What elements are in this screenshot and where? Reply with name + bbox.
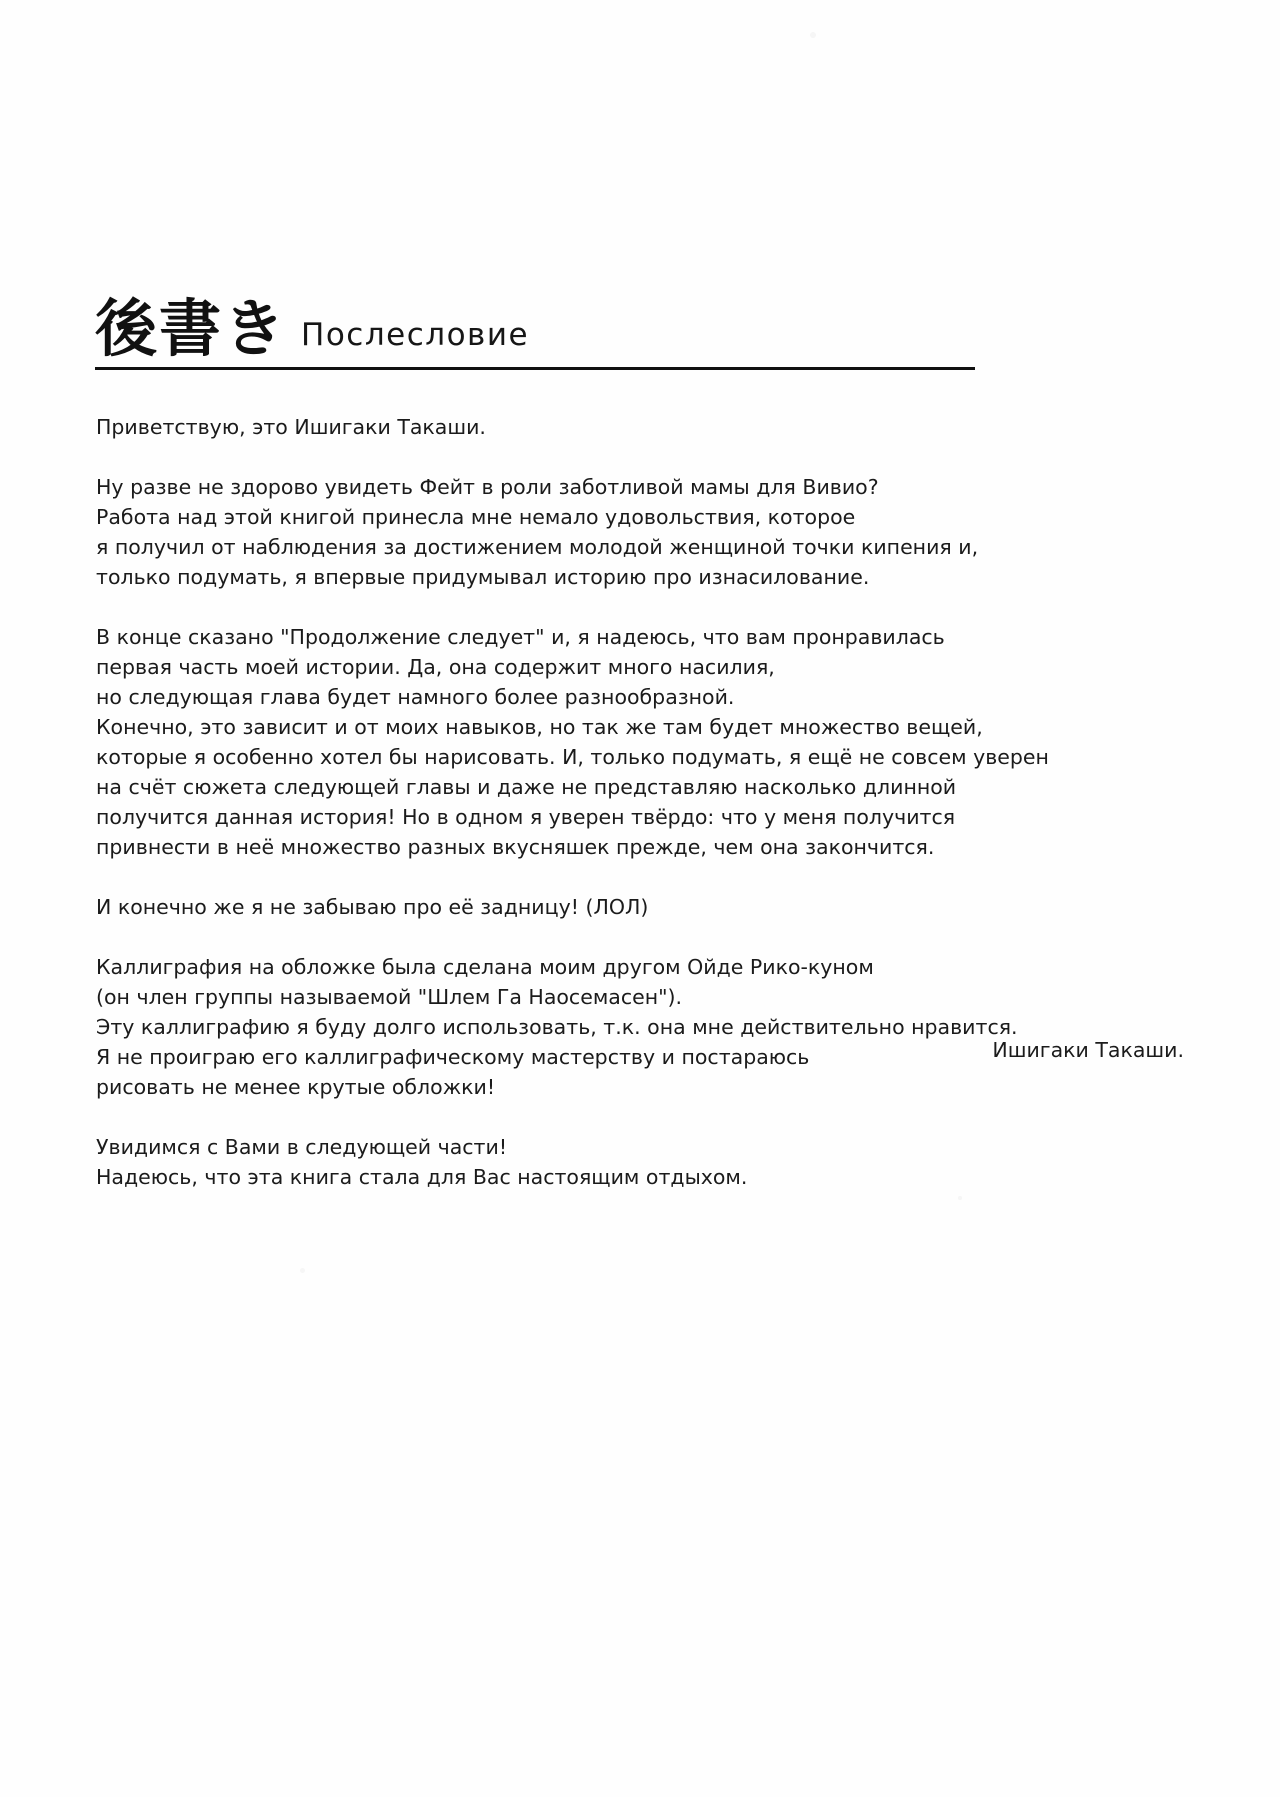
text-line: первая часть моей истории. Да, она содержит много насилия,	[96, 655, 775, 679]
text-line: которые я особенно хотел бы нарисовать. И, только подумать, я ещё не совсем уверен	[96, 745, 1049, 769]
paragraph-intro	[96, 472, 1156, 592]
text-line: Эту каллиграфию я буду долго использовать, т.к. она мне действительно нравится.	[96, 1015, 1018, 1039]
paragraph-continuation	[96, 622, 1156, 862]
afterword-body	[96, 412, 1156, 1192]
paragraph-calligraphy	[96, 952, 1156, 1102]
text-line: Увидимся с Вами в следующей части!	[96, 1135, 508, 1159]
text-line: Ну разве не здорово увидеть Фейт в роли заботливой мамы для Вивио?	[96, 475, 879, 499]
text-line: только подумать, я впервые придумывал историю про изнасилование.	[96, 565, 870, 589]
paragraph-greeting	[96, 412, 1156, 442]
text-line: получится данная история! Но в одном я уверен твёрдо: что у меня получится	[96, 805, 956, 829]
text-line: привнести в неё множество разных вкусняшек прежде, чем она закончится.	[96, 835, 935, 859]
text-line: Конечно, это зависит и от моих навыков, но так же там будет множество вещей,	[96, 715, 983, 739]
text-line: (он член группы называемой "Шлем Га Наосемасен").	[96, 985, 683, 1009]
title-row	[95, 292, 975, 365]
scan-blemish	[300, 1268, 305, 1273]
text-line: я получил от наблюдения за достижением молодой женщиной точки кипения и,	[96, 535, 979, 559]
text-line: И конечно же я не забываю про её задницу! (ЛОЛ)	[96, 895, 649, 919]
text-line: на счёт сюжета следующей главы и даже не представляю насколько длинной	[96, 775, 957, 799]
text-line: Надеюсь, что эта книга стала для Вас настоящим отдыхом.	[96, 1165, 748, 1189]
text-line: В конце сказано "Продолжение следует" и, я надеюсь, что вам пронравилась	[96, 625, 945, 649]
text-line: но следующая глава будет намного более разнообразной.	[96, 685, 735, 709]
paragraph-joke	[96, 892, 1156, 922]
author-signature: Ишигаки Такаши.	[992, 1038, 1184, 1062]
text-line: Каллиграфия на обложке была сделана моим другом Ойде Рико-куном	[96, 955, 874, 979]
afterword-header	[95, 292, 975, 370]
paragraph-farewell	[96, 1132, 1156, 1192]
page-title-japanese: 後書き	[95, 292, 288, 365]
text-line: рисовать не менее крутые обложки!	[96, 1075, 496, 1099]
text-line: Приветствую, это Ишигаки Такаши.	[96, 415, 486, 439]
page-title-russian: Послесловие	[301, 316, 530, 353]
scan-blemish	[810, 32, 816, 38]
title-divider	[95, 367, 975, 370]
text-line: Я не проиграю его каллиграфическому мастерству и постараюсь	[96, 1045, 810, 1069]
scan-blemish	[958, 1196, 962, 1200]
text-line: Работа над этой книгой принесла мне немало удовольствия, которое	[96, 505, 856, 529]
